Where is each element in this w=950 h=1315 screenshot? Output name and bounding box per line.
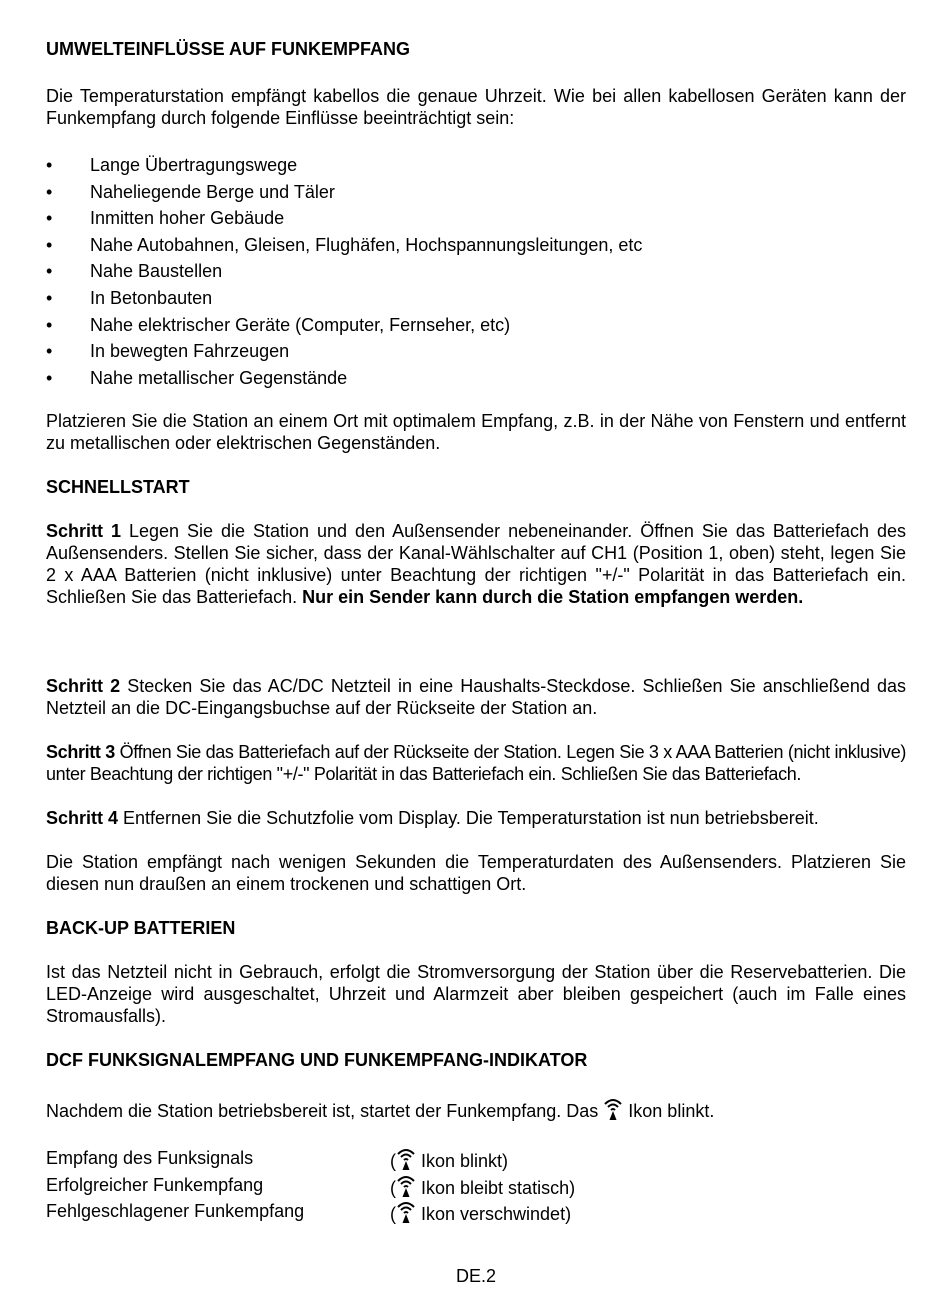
status-label: Erfolgreicher Funkempfang	[46, 1175, 264, 1195]
placement-advice: Platzieren Sie die Station an einem Ort mit optimalem Empfang, z.B. in der Nähe von Fenstern und entfernt zu metallischen oder elektrischen Gegenständen.	[46, 411, 906, 453]
step-1-note: Nur ein Sender kann durch die Station empfangen werden.	[302, 587, 804, 607]
list-item: • In Betonbauten	[46, 285, 642, 312]
step-4-text: Entfernen Sie die Schutzfolie vom Display. Die Temperaturstation ist nun betriebsbereit.	[118, 808, 819, 828]
page-number: DE.2	[455, 1266, 497, 1286]
step-3-label: Schritt 3	[46, 742, 115, 762]
step-3	[46, 741, 906, 785]
step-2-text: Stecken Sie das AC/DC Netzteil in eine Haushalts-Steckdose. Schließen Sie anschließend das Netzteil an die DC-Eingangsbuchse auf der Rückseite der Station an.	[46, 676, 906, 718]
signal-status-row	[46, 1174, 906, 1200]
dcf-intro-before: Nachdem die Station betriebsbereit ist, startet der Funkempfang. Das	[46, 1101, 604, 1121]
status-label: Fehlgeschlagener Funkempfang	[46, 1201, 305, 1221]
interference-list	[46, 152, 642, 391]
heading-dcf: DCF FUNKSIGNALEMPFANG UND FUNKEMPFANG-INDIKATOR	[46, 1050, 588, 1070]
step-2	[46, 675, 906, 719]
manual-page	[46, 0, 906, 1315]
status-value: ( Ikon bleibt statisch)	[390, 1174, 575, 1199]
heading-schnellstart: SCHNELLSTART	[46, 477, 190, 497]
status-label: Empfang des Funksignals	[46, 1148, 254, 1168]
status-value: ( Ikon verschwindet)	[390, 1200, 571, 1225]
step-1-label: Schritt 1	[46, 521, 121, 541]
radio-signal-icon	[396, 1147, 416, 1171]
dcf-intro	[46, 1097, 906, 1122]
list-item: • Inmitten hoher Gebäude	[46, 205, 642, 232]
backup-text: Ist das Netzteil nicht in Gebrauch, erfolgt die Stromversorgung der Station über die Reservebatterien. Die LED-Anzeige wird ausgeschaltet, Uhrzeit und Alarmzeit aber bleiben gespeichert (auch im Falle eines Stromausfalls).	[46, 962, 906, 1026]
step-4	[46, 807, 906, 829]
umwelt-intro: Die Temperaturstation empfängt kabellos die genaue Uhrzeit. Wie bei allen kabellosen Geräten kann der Funkempfang durch folgende Einflüsse beeinträchtigt sein:	[46, 86, 906, 128]
dcf-intro-after: Ikon blinkt.	[623, 1101, 715, 1121]
list-item: • Nahe elektrischer Geräte (Computer, Fernseher, etc)	[46, 312, 642, 339]
radio-signal-icon	[396, 1174, 416, 1198]
step-1-text: Legen Sie die Station und den Außensender nebeneinander. Öffnen Sie das Batteriefach des Außensenders. Stellen Sie sicher, dass der Kanal-Wählschalter auf CH1 (Position 1, oben) steht, legen Sie 2 x AAA Batterien (nicht inklusive) unter Beachtung der richtigen "+/-" Polarität in das Batteriefach ein. Schließen Sie das Batteriefach.	[46, 521, 906, 607]
list-item: • In bewegten Fahrzeugen	[46, 338, 642, 365]
list-item: • Naheliegende Berge und Täler	[46, 179, 642, 206]
step-2-label: Schritt 2	[46, 676, 121, 696]
status-value: ( Ikon blinkt)	[390, 1147, 508, 1172]
signal-status-row	[46, 1147, 906, 1173]
step-3-text: Öffnen Sie das Batteriefach auf der Rückseite der Station. Legen Sie 3 x AAA Batterien (nicht inklusive) unter Beachtung der richtigen "+/-" Polarität in das Batteriefach ein. Schließen Sie das Batteriefach.	[46, 742, 907, 784]
radio-signal-icon	[396, 1200, 416, 1224]
schnellstart-outro: Die Station empfängt nach wenigen Sekunden die Temperaturdaten des Außensenders. Platzieren Sie diesen nun draußen an einem trockenen und schattigen Ort.	[46, 852, 906, 894]
list-item: • Nahe Baustellen	[46, 258, 642, 285]
radio-signal-icon	[603, 1097, 623, 1121]
list-item: • Nahe metallischer Gegenstände	[46, 365, 642, 392]
heading-backup-batterien: BACK-UP BATTERIEN	[46, 918, 236, 938]
heading-umwelteinfluesse: UMWELTEINFLÜSSE AUF FUNKEMPFANG	[46, 39, 410, 59]
list-item: • Lange Übertragungswege	[46, 152, 642, 179]
signal-status-row	[46, 1200, 906, 1226]
list-item: • Nahe Autobahnen, Gleisen, Flughäfen, Hochspannungsleitungen, etc	[46, 232, 642, 259]
step-1	[46, 520, 906, 608]
step-4-label: Schritt 4	[46, 808, 119, 828]
